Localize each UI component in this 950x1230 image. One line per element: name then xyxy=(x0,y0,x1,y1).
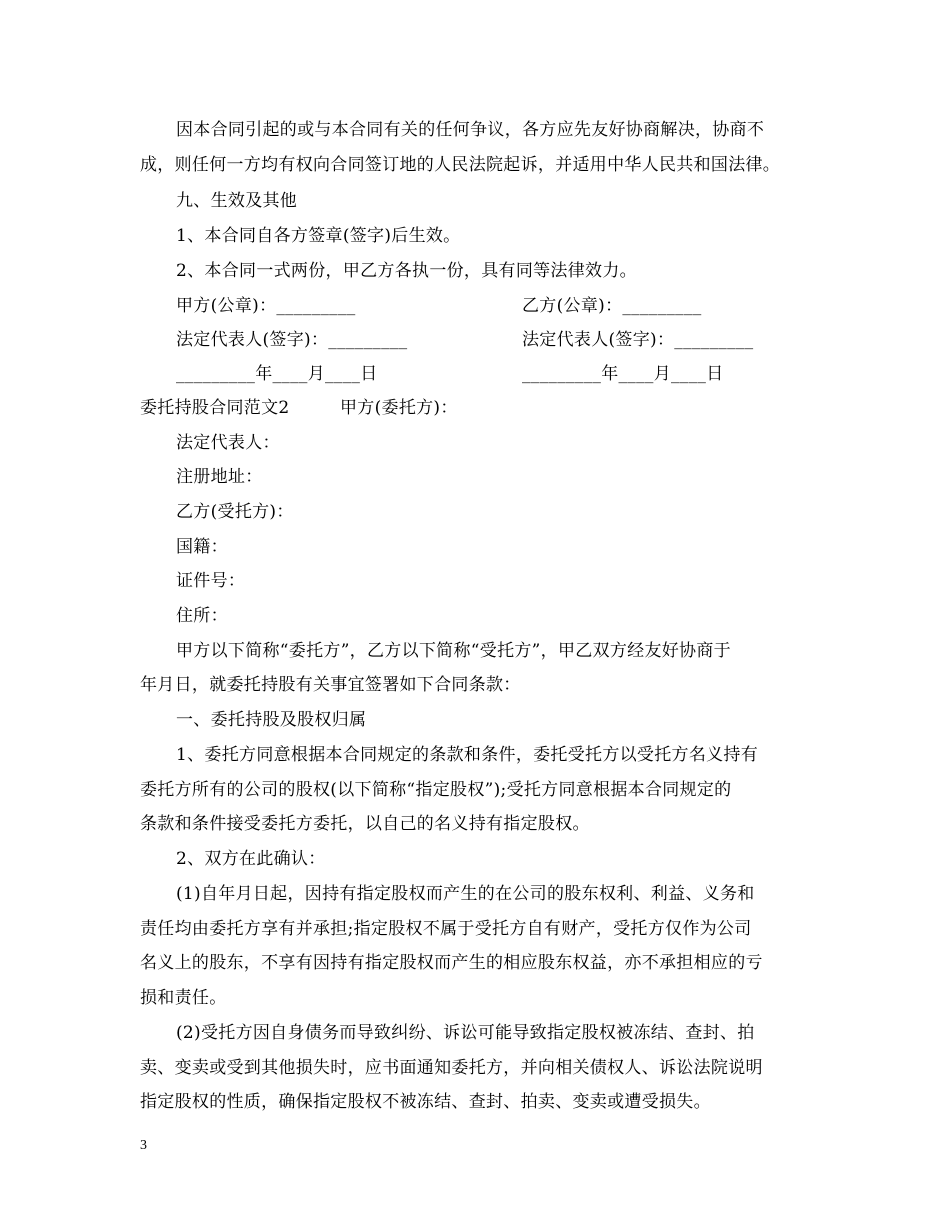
text-line: 法定代表人： xyxy=(176,433,280,453)
text-line: 条款和条件接受委托方委托，以自己的名义持有指定股权。 xyxy=(140,814,590,834)
document-title: 委托持股合同范文2 xyxy=(140,398,290,418)
text-line: 委托方所有的公司的股权(以下简称“指定股权”);受托方同意根据本合同规定的 xyxy=(140,780,732,800)
text-line: 成，则任何一方均有权向合同签订地的人民法院起诉，并适用中华人民共和国法律。 xyxy=(140,155,781,175)
party-b-date: _________年____月____日 xyxy=(522,364,724,384)
text-line: 责任均由委托方享有并承担;指定股权不属于受托方自有财产，受托方仅作为公司 xyxy=(140,919,752,939)
section-heading: 九、生效及其他 xyxy=(176,191,298,211)
party-a-date: _________年____月____日 xyxy=(176,364,378,384)
party-a-seal: 甲方(公章)：_________ xyxy=(176,296,356,316)
party-b-representative: 法定代表人(签字)：_________ xyxy=(522,330,754,350)
party-a-representative: 法定代表人(签字)：_________ xyxy=(176,330,408,350)
text-line: 1、本合同自各方签章(签字)后生效。 xyxy=(176,226,461,246)
text-line: 2、本合同一式两份，甲乙方各执一份，具有同等法律效力。 xyxy=(176,261,637,281)
text-line: 损和责任。 xyxy=(140,988,227,1008)
text-line: 年月日，就委托持股有关事宜签署如下合同条款： xyxy=(140,675,521,695)
text-line: 国籍： xyxy=(176,537,228,557)
party-b-seal: 乙方(公章)：_________ xyxy=(522,296,702,316)
section-heading: 一、委托持股及股权归属 xyxy=(176,710,367,730)
text-line: 名义上的股东，不享有因持有指定股权而产生的相应股东权益，亦不承担相应的亏 xyxy=(140,953,763,973)
text-line: 住所： xyxy=(176,606,228,626)
text-line: 注册地址： xyxy=(176,467,263,487)
text-line: 因本合同引起的或与本合同有关的任何争议，各方应先友好协商解决，协商不 xyxy=(176,120,765,140)
text-line: 证件号： xyxy=(176,571,246,591)
text-line: 乙方(受托方)： xyxy=(176,502,294,522)
text-line: 指定股权的性质，确保指定股权不被冻结、查封、拍卖、变卖或遭受损失。 xyxy=(140,1092,711,1112)
text-line: (1)自年月日起，因持有指定股权而产生的在公司的股东权利、利益、义务和 xyxy=(176,884,755,904)
text-line: 1、委托方同意根据本合同规定的条款和条件，委托受托方以受托方名义持有 xyxy=(176,745,759,765)
text-line: 卖、变卖或受到其他损失时，应书面通知委托方，并向相关债权人、诉讼法院说明 xyxy=(140,1058,763,1078)
text-line: 2、双方在此确认： xyxy=(176,849,326,869)
text-line: (2)受托方因自身债务而导致纠纷、诉讼可能导致指定股权被冻结、查封、拍 xyxy=(176,1023,755,1043)
page-number: 3 xyxy=(140,1138,147,1153)
text-line: 甲方(委托方)： xyxy=(340,398,458,418)
text-line: 甲方以下简称“委托方”，乙方以下简称“受托方”，甲乙双方经友好协商于 xyxy=(176,641,731,661)
